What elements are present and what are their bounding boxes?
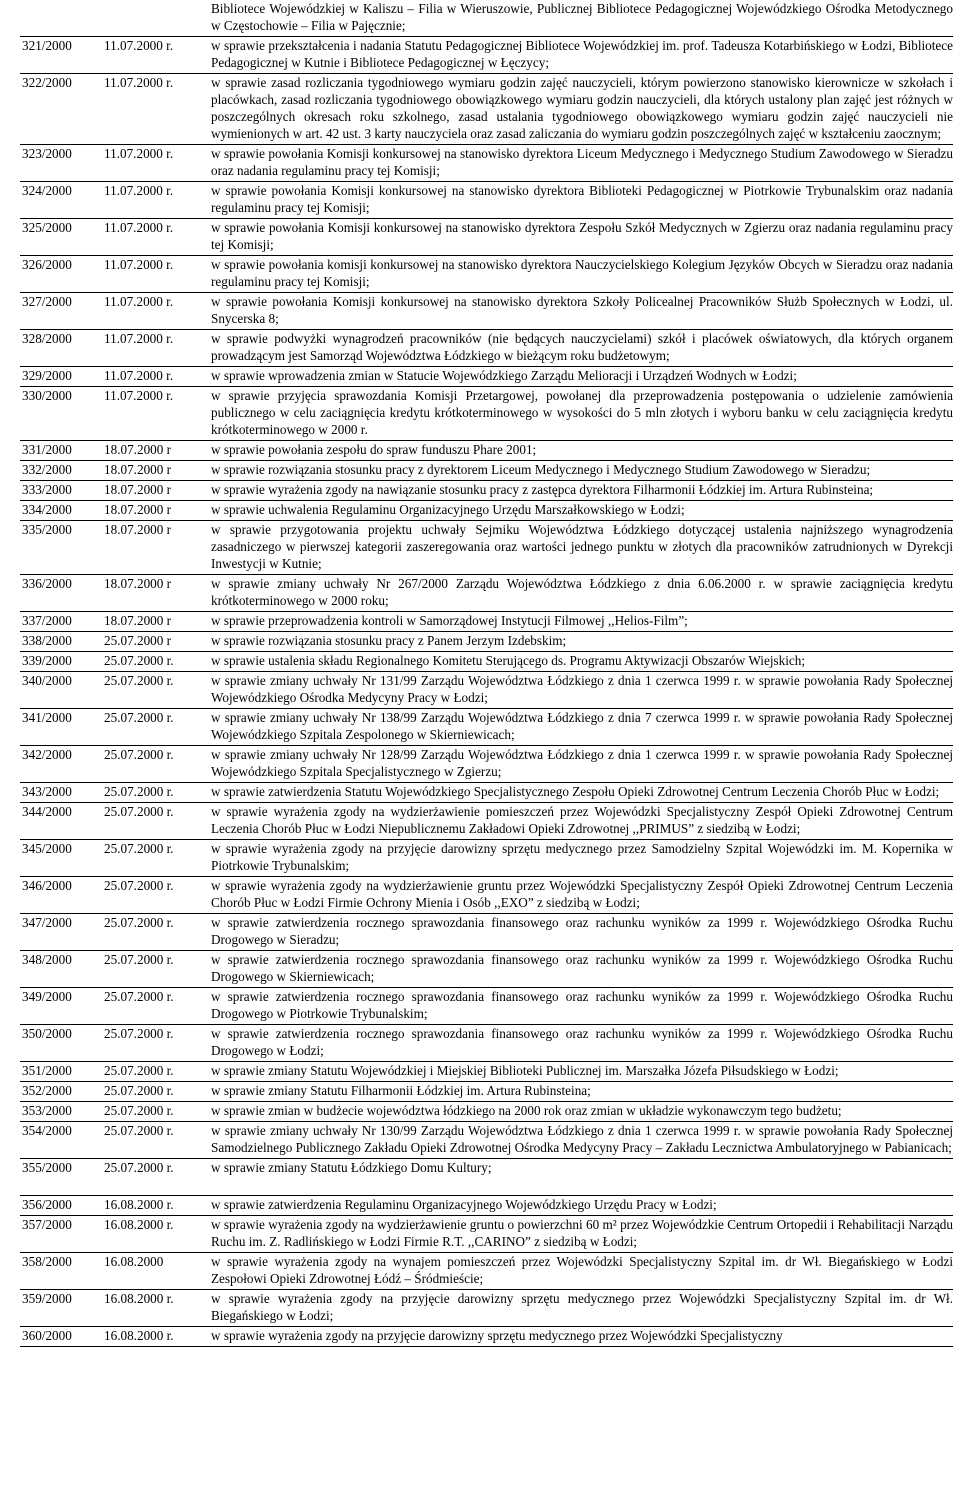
resolution-number: 352/2000: [20, 1082, 104, 1102]
resolution-number: 326/2000: [20, 256, 104, 293]
resolution-row: [20, 1290, 953, 1327]
resolution-number: 357/2000: [20, 1216, 104, 1253]
resolution-subject: w sprawie przekształcenia i nadania Statutu Pedagogicznej Bibliotece Wojewódzkiej im. prof. Tadeusza Kotarbińskiego w Łodzi, Bibliotece Pedagogicznej w Kutnie i Bibliotece Pedagogicznej w Łęczycy;: [211, 37, 953, 74]
resolution-subject: w sprawie zmiany Statutu Wojewódzkiej i Miejskiej Biblioteki Publicznej im. Marszałka Józefa Piłsudskiego w Łodzi;: [211, 1062, 953, 1082]
resolution-date: 18.07.2000 r: [104, 481, 211, 501]
resolution-row: [20, 1062, 953, 1082]
resolution-date: 25.07.2000 r.: [104, 1082, 211, 1102]
resolution-subject: w sprawie zatwierdzenia rocznego sprawozdania finansowego oraz rachunku wyników za 1999 r. Wojewódzkiego Ośrodka Ruchu Drogowego w Skierniewicach;: [211, 951, 953, 988]
resolution-row: [20, 709, 953, 746]
resolution-number: 356/2000: [20, 1196, 104, 1216]
resolution-date: 25.07.2000 r.: [104, 951, 211, 988]
resolution-subject: w sprawie wyrażenia zgody na przyjęcie darowizny sprzętu medycznego przez Wojewódzki Specjalistyczny: [211, 1327, 953, 1347]
resolution-date: 25.07.2000 r.: [104, 709, 211, 746]
resolution-subject: w sprawie zatwierdzenia rocznego sprawozdania finansowego oraz rachunku wyników za 1999 r. Wojewódzkiego Ośrodka Ruchu Drogowego w Sieradzu;: [211, 914, 953, 951]
resolution-row: [20, 652, 953, 672]
resolution-date: 11.07.2000 r.: [104, 256, 211, 293]
resolution-row: [20, 74, 953, 145]
resolution-row: [20, 1196, 953, 1216]
resolution-date: 11.07.2000 r.: [104, 330, 211, 367]
resolution-row: [20, 521, 953, 575]
resolution-date: 11.07.2000 r.: [104, 74, 211, 145]
resolution-row: [20, 481, 953, 501]
resolution-subject: Bibliotece Wojewódzkiej w Kaliszu – Filia w Wieruszowie, Publicznej Bibliotece Pedagogicznej Wojewódzkiego Ośrodka Metodycznego w Częstochowie – Filia w Pajęcznie;: [211, 0, 953, 37]
resolution-date: 18.07.2000 r: [104, 501, 211, 521]
resolution-row: [20, 1327, 953, 1347]
resolution-date: 11.07.2000 r.: [104, 145, 211, 182]
resolution-subject: w sprawie zmiany uchwały Nr 267/2000 Zarządu Województwa Łódzkiego z dnia 6.06.2000 r. w sprawie zaciągnięcia kredytu krótkoterminowego w 2000 roku;: [211, 575, 953, 612]
resolution-date: 25.07.2000 r.: [104, 914, 211, 951]
resolution-row: [20, 461, 953, 481]
resolution-subject: w sprawie zatwierdzenia rocznego sprawozdania finansowego oraz rachunku wyników za 1999 r. Wojewódzkiego Ośrodka Ruchu Drogowego w Łodzi;: [211, 1025, 953, 1062]
resolution-subject: w sprawie wyrażenia zgody na wynajem pomieszczeń przez Wojewódzki Specjalistyczny Szpital im. dr Wł. Biegańskiego w Łodzi Zespołowi Opieki Zdrowotnej Łódź – Śródmieście;: [211, 1253, 953, 1290]
resolution-date: 25.07.2000 r.: [104, 783, 211, 803]
resolution-subject: w sprawie powołania zespołu do spraw funduszu Phare 2001;: [211, 441, 953, 461]
resolution-row: [20, 783, 953, 803]
resolution-date: 18.07.2000 r: [104, 575, 211, 612]
resolution-row: [20, 219, 953, 256]
resolution-number: 340/2000: [20, 672, 104, 709]
resolution-number: 337/2000: [20, 612, 104, 632]
resolution-date: 25.07.2000 r.: [104, 1062, 211, 1082]
resolution-row: [20, 877, 953, 914]
resolution-subject: w sprawie wyrażenia zgody na nawiązanie stosunku pracy z zastępca dyrektora Filharmonii Łódzkiej im. Artura Rubinsteina;: [211, 481, 953, 501]
resolution-row: [20, 632, 953, 652]
resolution-number: 343/2000: [20, 783, 104, 803]
resolutions-document: [20, 0, 953, 1347]
resolution-date: 25.07.2000 r.: [104, 746, 211, 783]
resolution-number: 322/2000: [20, 74, 104, 145]
resolution-number: 339/2000: [20, 652, 104, 672]
resolution-subject: w sprawie wyrażenia zgody na przyjęcie darowizny sprzętu medycznego przez Wojewódzki Specjalistyczny Szpital im. dr Wł. Biegańskiego w Łodzi;: [211, 1290, 953, 1327]
resolution-number: 338/2000: [20, 632, 104, 652]
resolution-subject: w sprawie zmiany uchwały Nr 128/99 Zarządu Województwa Łódzkiego z dnia 1 czerwca 1999 r. w sprawie powołania Rady Społecznej Wojewódzkiego Szpitala Specjalistycznego w Zgierzu;: [211, 746, 953, 783]
resolution-date: 18.07.2000 r: [104, 461, 211, 481]
resolution-number: 347/2000: [20, 914, 104, 951]
resolution-date: 11.07.2000 r.: [104, 293, 211, 330]
resolution-date: [104, 0, 211, 37]
resolution-subject: w sprawie powołania Komisji konkursowej na stanowisko dyrektora Biblioteki Pedagogicznej w Piotrkowie Trybunalskim oraz nadania regulaminu pracy tej Komisji;: [211, 182, 953, 219]
resolution-subject: w sprawie przeprowadzenia kontroli w Samorządowej Instytucji Filmowej ,,Helios-Film”;: [211, 612, 953, 632]
resolution-subject: w sprawie zmiany uchwały Nr 130/99 Zarządu Województwa Łódzkiego z dnia 1 czerwca 1999 r. w sprawie powołania Rady Społecznej Samodzielnego Publicznego Zakładu Opieki Zdrowotnej Ośrodka Medycyny Pracy – Zakładu Lecznictwa Ambulatoryjnego w Pabianicach;: [211, 1122, 953, 1159]
resolution-number: 341/2000: [20, 709, 104, 746]
resolution-subject: w sprawie zmian w budżecie województwa łódzkiego na 2000 rok oraz zmian w układzie wykonawczym tego budżetu;: [211, 1102, 953, 1122]
resolution-row: [20, 840, 953, 877]
resolution-row: [20, 746, 953, 783]
resolution-row: [20, 575, 953, 612]
resolution-date: 25.07.2000 r: [104, 632, 211, 652]
resolution-subject: w sprawie zmiany uchwały Nr 138/99 Zarządu Województwa Łódzkiego z dnia 7 czerwca 1999 r. w sprawie powołania Rady Społecznej Wojewódzkiego Szpitala Zespolonego w Skierniewicach;: [211, 709, 953, 746]
resolution-row: [20, 951, 953, 988]
resolution-number: 333/2000: [20, 481, 104, 501]
resolution-number: 350/2000: [20, 1025, 104, 1062]
resolution-row: [20, 612, 953, 632]
resolution-subject: w sprawie wyrażenia zgody na wydzierżawienie gruntu o powierzchni 60 m² przez Wojewódzkie Centrum Ortopedii i Rehabilitacji Narządu Ruchu im. Z. Radlińskiego w Łodzi Firmie R.T. ,,CARINO” z siedzibą w Łodzi;: [211, 1216, 953, 1253]
resolution-number: 351/2000: [20, 1062, 104, 1082]
resolution-row: [20, 672, 953, 709]
resolution-date: 18.07.2000 r: [104, 521, 211, 575]
resolution-subject: w sprawie zmiany Statutu Łódzkiego Domu Kultury;: [211, 1159, 953, 1196]
resolution-number: 353/2000: [20, 1102, 104, 1122]
resolution-number: 325/2000: [20, 219, 104, 256]
resolution-date: 16.08.2000 r.: [104, 1196, 211, 1216]
resolution-subject: w sprawie zatwierdzenia rocznego sprawozdania finansowego oraz rachunku wyników za 1999 r. Wojewódzkiego Ośrodka Ruchu Drogowego w Piotrkowie Trybunalskim;: [211, 988, 953, 1025]
resolution-subject: w sprawie ustalenia składu Regionalnego Komitetu Sterującego ds. Programu Aktywizacji Obszarów Wiejskich;: [211, 652, 953, 672]
resolution-subject: w sprawie podwyżki wynagrodzeń pracowników (nie będących nauczycielami) szkół i placówek oświatowych, dla których organem prowadzącym jest Samorząd Województwa Łódzkiego w bieżącym roku budżetowym;: [211, 330, 953, 367]
resolution-row: [20, 387, 953, 441]
resolution-subject: w sprawie zmiany uchwały Nr 131/99 Zarządu Województwa Łódzkiego z dnia 1 czerwca 1999 r. w sprawie powołania Rady Społecznej Wojewódzkiego Ośrodka Medycyny Pracy w Łodzi;: [211, 672, 953, 709]
resolutions-table: [20, 0, 953, 1347]
resolution-subject: w sprawie zatwierdzenia Statutu Wojewódzkiego Specjalistycznego Zespołu Opieki Zdrowotnej Centrum Leczenia Chorób Płuc w Łodzi;: [211, 783, 953, 803]
resolution-number: 358/2000: [20, 1253, 104, 1290]
resolution-date: 11.07.2000 r.: [104, 37, 211, 74]
resolution-date: 16.08.2000 r.: [104, 1290, 211, 1327]
resolution-date: 18.07.2000 r: [104, 441, 211, 461]
resolution-number: 328/2000: [20, 330, 104, 367]
resolution-number: 324/2000: [20, 182, 104, 219]
resolution-date: 18.07.2000 r: [104, 612, 211, 632]
resolution-number: 334/2000: [20, 501, 104, 521]
resolution-number: 360/2000: [20, 1327, 104, 1347]
resolution-row: [20, 145, 953, 182]
resolution-row: [20, 330, 953, 367]
resolution-number: 330/2000: [20, 387, 104, 441]
resolution-date: 25.07.2000 r.: [104, 672, 211, 709]
resolution-number: 344/2000: [20, 803, 104, 840]
resolution-number: 336/2000: [20, 575, 104, 612]
resolution-number: 346/2000: [20, 877, 104, 914]
resolution-row: [20, 803, 953, 840]
resolution-number: 348/2000: [20, 951, 104, 988]
resolution-row: [20, 1216, 953, 1253]
resolution-row: [20, 367, 953, 387]
resolution-date: 25.07.2000 r.: [104, 1122, 211, 1159]
resolution-subject: w sprawie zasad rozliczania tygodniowego wymiaru godzin zajęć nauczycieli, którym powierzono stanowisko kierownicze w szkołach i placówkach, zasad rozliczania tygodniowego obowiązkowego wymiaru godzin nauczycieli, dla których ustalony plan zajęć jest różnych w poszczególnych okresach roku szkolnego, zasad ustalania tygodniowego obowiązkowego wymiaru godzin zajęć nauczycieli nie wymienionych w art. 42 ust. 3 karty nauczyciela oraz zasad zaliczania do wymiaru godzin poszczególnych zajęć w kształceniu zaocznym;: [211, 74, 953, 145]
resolution-date: 25.07.2000 r.: [104, 652, 211, 672]
resolution-subject: w sprawie powołania komisji konkursowej na stanowisko dyrektora Nauczycielskiego Kolegium Języków Obcych w Sieradzu oraz nadania regulaminu pracy tej Komisji;: [211, 256, 953, 293]
resolution-number: 354/2000: [20, 1122, 104, 1159]
resolution-number: 329/2000: [20, 367, 104, 387]
resolution-number: [20, 0, 104, 37]
resolution-date: 11.07.2000 r.: [104, 387, 211, 441]
resolution-date: 25.07.2000 r.: [104, 1025, 211, 1062]
resolution-subject: w sprawie uchwalenia Regulaminu Organizacyjnego Urzędu Marszałkowskiego w Łodzi;: [211, 501, 953, 521]
resolution-date: 11.07.2000 r.: [104, 182, 211, 219]
resolution-row: [20, 293, 953, 330]
resolution-date: 11.07.2000 r.: [104, 367, 211, 387]
resolution-row: [20, 256, 953, 293]
resolution-subject: w sprawie powołania Komisji konkursowej na stanowisko dyrektora Liceum Medycznego i Medycznego Studium Zawodowego w Sieradzu oraz nadania regulaminu pracy tej Komisji;: [211, 145, 953, 182]
resolution-number: 359/2000: [20, 1290, 104, 1327]
resolution-subject: w sprawie wyrażenia zgody na przyjęcie darowizny sprzętu medycznego przez Samodzielny Szpital Wojewódzki im. M. Kopernika w Piotrkowie Trybunalskim;: [211, 840, 953, 877]
resolution-date: 25.07.2000 r.: [104, 877, 211, 914]
resolution-row: [20, 1102, 953, 1122]
resolution-row: [20, 988, 953, 1025]
resolution-date: 16.08.2000 r.: [104, 1216, 211, 1253]
resolution-row: [20, 182, 953, 219]
resolution-row: [20, 1082, 953, 1102]
resolution-date: 16.08.2000: [104, 1253, 211, 1290]
resolution-subject: w sprawie przyjęcia sprawozdania Komisji Przetargowej, powołanej dla przeprowadzenia postępowania o udzielenie zamówienia publicznego w celu zaciągnięcia kredytu krótkoterminowego w wysokości do 5 mln złotych i wyboru banku w celu zaciągnięcia kredytu krótkoterminowego w 2000 r.: [211, 387, 953, 441]
resolution-number: 345/2000: [20, 840, 104, 877]
resolution-row: [20, 1122, 953, 1159]
resolution-number: 327/2000: [20, 293, 104, 330]
resolution-subject: w sprawie przygotowania projektu uchwały Sejmiku Województwa Łódzkiego dotyczącej ustalenia najniższego wynagrodzenia zasadniczego w pierwszej kategorii zaszeregowania oraz wartości jednego punktu w złotych dla pracowników zatrudnionych w Dyrekcji Inwestycji w Kutnie;: [211, 521, 953, 575]
resolution-date: 25.07.2000 r.: [104, 840, 211, 877]
resolution-date: 25.07.2000 r.: [104, 803, 211, 840]
resolution-row: [20, 441, 953, 461]
resolution-subject: w sprawie zmiany Statutu Filharmonii Łódzkiej im. Artura Rubinsteina;: [211, 1082, 953, 1102]
resolution-subject: w sprawie wyrażenia zgody na wydzierżawienie pomieszczeń przez Wojewódzki Specjalistyczny Zespół Opieki Zdrowotnej Centrum Leczenia Chorób Płuc w Łodzi Niepublicznemu Zakładowi Opieki Zdrowotnej ,,PRIMUS” z siedzibą w Łodzi;: [211, 803, 953, 840]
resolution-subject: w sprawie powołania Komisji konkursowej na stanowisko dyrektora Zespołu Szkół Medycznych w Zgierzu oraz nadania regulaminu pracy tej Komisji;: [211, 219, 953, 256]
resolution-number: 321/2000: [20, 37, 104, 74]
resolution-subject: w sprawie powołania Komisji konkursowej na stanowisko dyrektora Szkoły Policealnej Pracowników Służb Społecznych w Łodzi, ul. Snycerska 8;: [211, 293, 953, 330]
resolution-row: [20, 1159, 953, 1196]
resolution-row: [20, 37, 953, 74]
resolution-date: 25.07.2000 r.: [104, 1102, 211, 1122]
resolution-number: 332/2000: [20, 461, 104, 481]
resolution-date: 25.07.2000 r.: [104, 1159, 211, 1196]
resolution-row: [20, 0, 953, 37]
resolution-date: 16.08.2000 r.: [104, 1327, 211, 1347]
resolution-number: 335/2000: [20, 521, 104, 575]
resolution-date: 11.07.2000 r.: [104, 219, 211, 256]
resolution-subject: w sprawie wprowadzenia zmian w Statucie Wojewódzkiego Zarządu Melioracji i Urządzeń Wodnych w Łodzi;: [211, 367, 953, 387]
resolution-number: 323/2000: [20, 145, 104, 182]
resolution-number: 355/2000: [20, 1159, 104, 1196]
resolution-number: 331/2000: [20, 441, 104, 461]
resolution-row: [20, 914, 953, 951]
resolution-row: [20, 501, 953, 521]
resolution-number: 342/2000: [20, 746, 104, 783]
resolution-subject: w sprawie wyrażenia zgody na wydzierżawienie gruntu przez Wojewódzki Specjalistyczny Zespół Opieki Zdrowotnej Centrum Leczenia Chorób Płuc w Łodzi Firmie Ochrony Mienia i Osób ,,EXO” z siedzibą w Łodzi;: [211, 877, 953, 914]
resolution-number: 349/2000: [20, 988, 104, 1025]
resolution-subject: w sprawie zatwierdzenia Regulaminu Organizacyjnego Wojewódzkiego Urzędu Pracy w Łodzi;: [211, 1196, 953, 1216]
resolution-subject: w sprawie rozwiązania stosunku pracy z Panem Jerzym Izdebskim;: [211, 632, 953, 652]
resolution-row: [20, 1025, 953, 1062]
resolution-row: [20, 1253, 953, 1290]
resolution-subject: w sprawie rozwiązania stosunku pracy z dyrektorem Liceum Medycznego i Medycznego Studium Zawodowego w Sieradzu;: [211, 461, 953, 481]
resolution-date: 25.07.2000 r.: [104, 988, 211, 1025]
